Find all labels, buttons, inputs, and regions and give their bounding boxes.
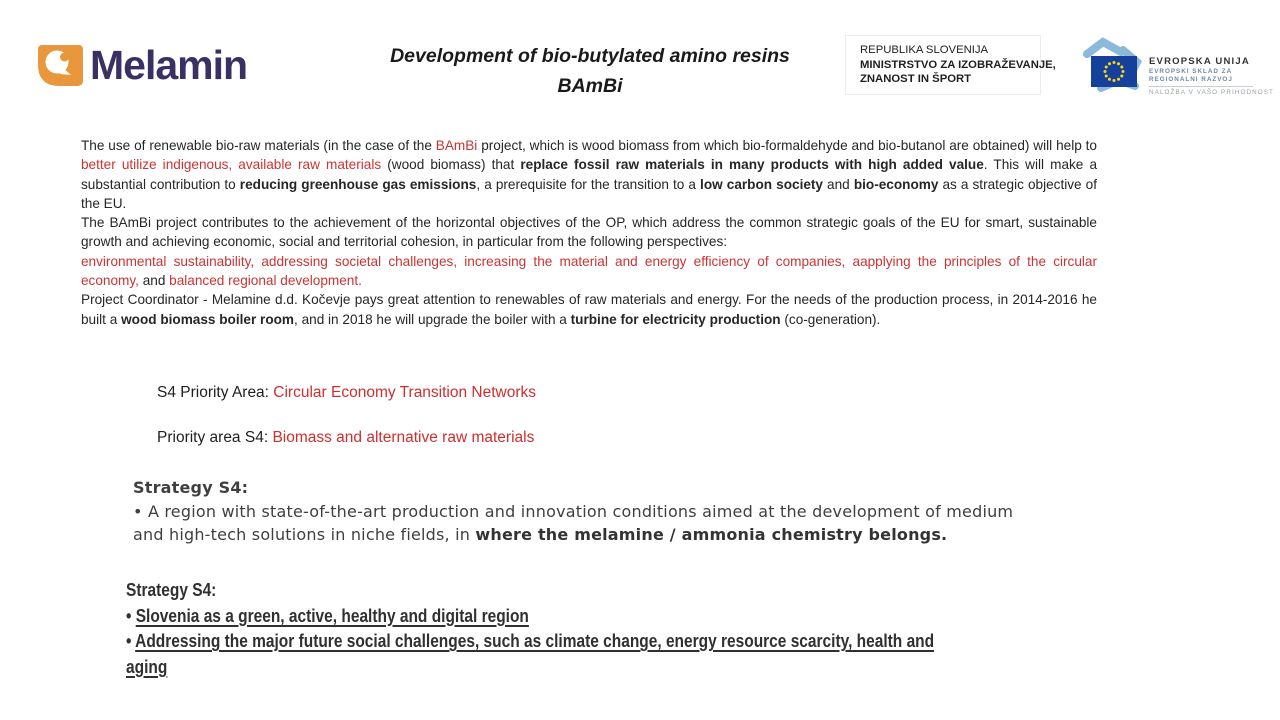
ministry-logo	[845, 35, 1056, 95]
eu-text	[1149, 56, 1274, 96]
eu-divider	[1149, 86, 1253, 87]
title-line1: Development of bio-butylated amino resins	[390, 45, 790, 67]
s4-line1-value: Circular Economy Transition Networks	[273, 384, 537, 401]
strategy-s4-block-2	[126, 578, 973, 680]
body-paragraph: Project Coordinator - Melamine d.d. Kočevje pays great attention to renewables of raw materials and energy. For the needs of the production process, in 2014-2016 he built a wood biomass boiler room, and in 2018 he will upgrade the boiler with a turbine for electricity production (co-generation).	[81, 292, 1097, 327]
melamin-logo-text: Melamin	[90, 42, 248, 88]
body-paragraph: The BAmBi project contributes to the achievement of the horizontal objectives of the OP, which address the common strategic goals of the EU for smart, sustainable growth and achieving economic, social and territorial cohesion, in particular from the following perspectives:	[81, 215, 1097, 250]
strategy2-bullet: • Slovenia as a green, active, healthy and digital region	[126, 605, 529, 626]
strategy1-heading: Strategy S4:	[133, 478, 249, 497]
strategy1-bullet: • A region with state-of-the-art production and innovation conditions aimed at the development of medium and high-tech solutions in niche fields, in where the melamine / ammonia chemistry belongs.	[133, 501, 1014, 544]
s4-line2-value: Biomass and alternative raw materials	[272, 429, 535, 446]
ministry-line2: MINISTRSTVO ZA IZOBRAŽEVANJE,	[860, 58, 1056, 71]
eu-line3: REGIONALNI RAZVOJ	[1149, 76, 1233, 83]
title-line2: BAmBi	[557, 75, 623, 97]
body-text	[81, 136, 1097, 329]
ministry-line3: ZNANOST IN ŠPORT	[860, 73, 972, 86]
eu-line4: NALOŽBA V VAŠO PRIHODNOST	[1149, 89, 1275, 96]
bullet-icon: •	[126, 605, 136, 626]
s4-priority-area-line	[157, 384, 536, 402]
ministry-text	[860, 43, 1056, 87]
melamin-logo	[38, 42, 248, 88]
bullet-icon: •	[126, 631, 136, 651]
ministry-line1: REPUBLIKA SLOVENIJA	[860, 44, 989, 57]
strategy2-bullet: • Addressing the major future social challenges, such as climate change, energy resource scarcity, health and aging	[126, 631, 935, 677]
eu-flag-icon	[1079, 36, 1143, 93]
strategy-s4-block-1	[133, 476, 1033, 547]
s4-line2-label: Priority area S4:	[157, 429, 273, 446]
bullet-icon: •	[133, 501, 148, 521]
melamin-logo-icon	[38, 45, 83, 86]
strategy2-bullets	[126, 604, 973, 681]
eu-line2: EVROPSKI SKLAD ZA	[1149, 68, 1233, 75]
body-paragraph: The use of renewable bio-raw materials (in the case of the BAmBi project, which is wood biomass from which bio-formaldehyde and bio-butanol are obtained) will help to better utilize indigenous, available raw materials (wood biomass) that replace fossil raw materials in many products with high added value. This will make a substantial contribution to reducing greenhouse gas emissions, a prerequisite for the transition to a low carbon society and bio-economy as a strategic objective of the EU.	[81, 138, 1098, 211]
s4-line1-label: S4 Priority Area:	[157, 384, 274, 401]
eu-line1: EVROPSKA UNIJA	[1149, 56, 1250, 67]
body-paragraph: environmental sustainability, addressing societal challenges, increasing the material and energy efficiency of companies, aapplying the principles of the circular economy, and balanced regional development.	[81, 253, 1097, 289]
eu-logo	[1079, 36, 1274, 96]
strategy2-heading: Strategy S4:	[126, 580, 217, 600]
s4-priority-area-line2	[157, 429, 534, 447]
slide-title	[300, 41, 880, 101]
